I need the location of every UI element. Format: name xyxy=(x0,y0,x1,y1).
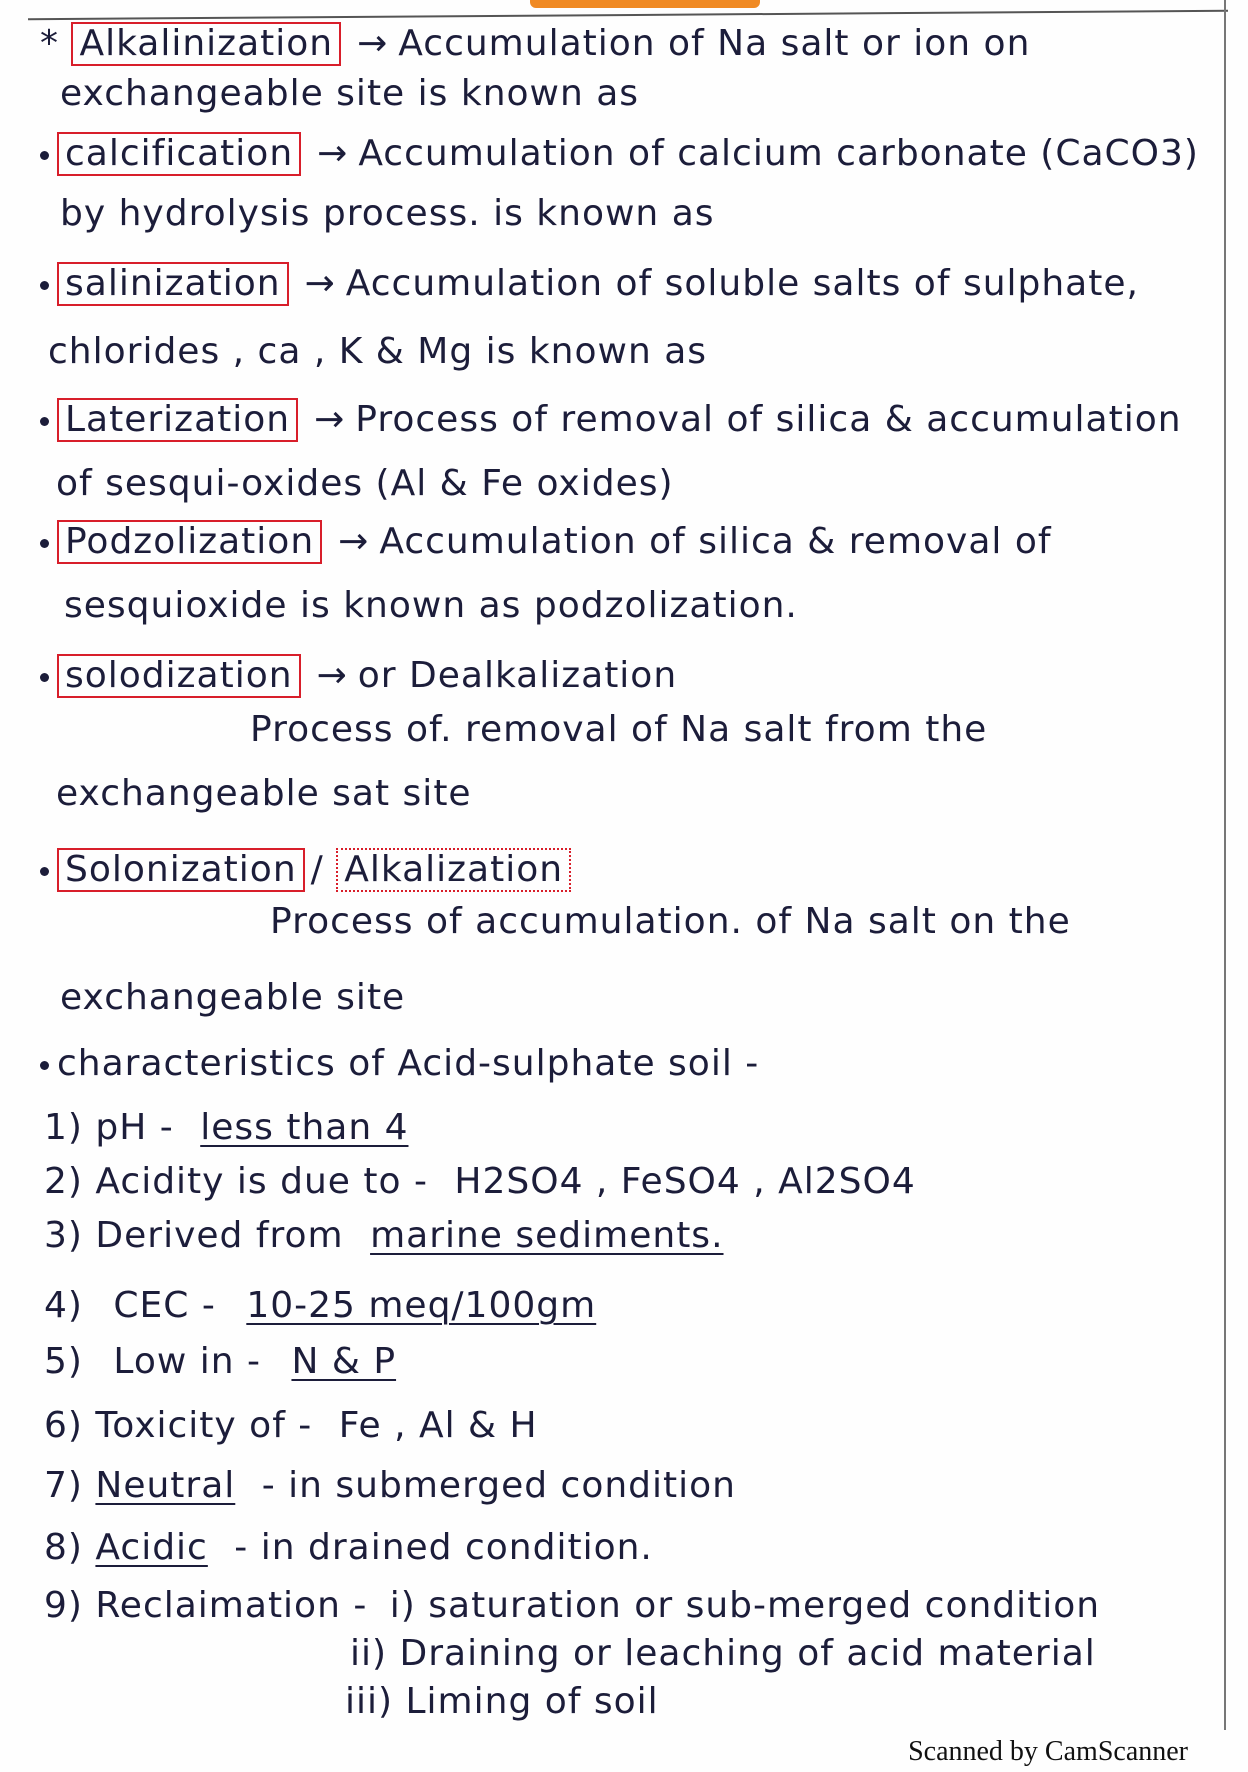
def-alkalinization-line1 xyxy=(40,22,1030,66)
page-top-tab xyxy=(530,0,760,8)
def-text: Accumulation of calcium carbonate (CaCO3) xyxy=(358,133,1199,174)
term-separator: / xyxy=(310,849,324,890)
item-label: pH - xyxy=(95,1107,174,1148)
list-item xyxy=(44,1106,408,1150)
def-text: or Dealkalization xyxy=(357,655,678,696)
arrow-icon: → xyxy=(304,263,336,304)
term-alkalinization: Alkalinization xyxy=(71,22,341,66)
item-label: Acidity is due to - xyxy=(95,1161,428,1202)
item-num: 5) xyxy=(44,1341,83,1382)
acid-sulphate-heading xyxy=(40,1042,759,1086)
item-num: 8) xyxy=(44,1527,83,1568)
list-item xyxy=(44,1340,396,1384)
bullet-icon xyxy=(40,151,49,160)
term-solonization: Solonization xyxy=(57,848,305,892)
def-solodization-line2: Process of. removal of Na salt from the xyxy=(250,709,988,750)
def-calcification-line1 xyxy=(40,132,1199,176)
item-label: Neutral xyxy=(95,1465,236,1506)
list-item xyxy=(44,1404,538,1448)
term-salinization: salinization xyxy=(57,262,289,306)
def-solonization-line2: Process of accumulation. of Na salt on the xyxy=(270,901,1071,942)
arrow-icon: → xyxy=(316,655,348,696)
page-edge xyxy=(1224,0,1226,1730)
def-alkalinization-line2: exchangeable site is known as xyxy=(60,73,640,114)
arrow-icon: → xyxy=(338,521,370,562)
top-rule xyxy=(28,10,1228,20)
def-podzolization-line2: sesquioxide is known as podzolization. xyxy=(64,585,798,626)
def-text: Accumulation of soluble salts of sulphate, xyxy=(345,263,1139,304)
list-item xyxy=(44,1526,653,1570)
item-value: i) saturation or sub-merged condition xyxy=(389,1585,1101,1626)
def-laterization-line1 xyxy=(40,398,1182,442)
term-alkalization: Alkalization xyxy=(336,848,571,892)
bullet-icon xyxy=(40,281,49,290)
item-value: N & P xyxy=(291,1341,397,1382)
list-item xyxy=(44,1464,736,1508)
item-num: 2) xyxy=(44,1161,83,1202)
item-label: CEC - xyxy=(113,1285,216,1326)
def-laterization-line2: of sesqui-oxides (Al & Fe oxides) xyxy=(56,463,674,504)
item-value: Fe , Al & H xyxy=(338,1405,538,1446)
item-num: 7) xyxy=(44,1465,83,1506)
def-podzolization-line1 xyxy=(40,520,1052,564)
bullet-icon xyxy=(40,417,49,426)
bullet-icon xyxy=(40,673,49,682)
term-calcification: calcification xyxy=(57,132,301,176)
list-item xyxy=(44,1584,1100,1628)
heading-text: characteristics of Acid-sulphate soil - xyxy=(57,1043,760,1084)
item-num: 1) xyxy=(44,1107,83,1148)
bullet-icon xyxy=(40,867,49,876)
item-value: - in submerged condition xyxy=(261,1465,736,1506)
arrow-icon: → xyxy=(357,23,389,64)
reclamation-sub-item: iii) Liming of soil xyxy=(345,1681,659,1722)
item-num: 9) xyxy=(44,1585,83,1626)
def-calcification-line2: by hydrolysis process. is known as xyxy=(60,193,715,234)
def-solodization-line3: exchangeable sat site xyxy=(56,773,472,814)
list-item xyxy=(44,1214,724,1258)
arrow-icon: → xyxy=(314,399,346,440)
star-marker: * xyxy=(40,23,59,64)
item-num: 6) xyxy=(44,1405,83,1446)
item-value: H2SO4 , FeSO4 , Al2SO4 xyxy=(454,1161,916,1202)
item-label: Acidic xyxy=(95,1527,208,1568)
term-podzolization: Podzolization xyxy=(57,520,322,564)
bullet-icon xyxy=(40,1061,49,1070)
list-item xyxy=(44,1160,916,1204)
item-num: 3) xyxy=(44,1215,83,1256)
item-label: Toxicity of - xyxy=(95,1405,313,1446)
def-text: Accumulation of silica & removal of xyxy=(379,521,1052,562)
def-salinization-line2: chlorides , ca , K & Mg is known as xyxy=(48,331,708,372)
arrow-icon: → xyxy=(317,133,349,174)
bullet-icon xyxy=(40,539,49,548)
item-label: Reclaimation - xyxy=(95,1585,368,1626)
item-label: Derived from xyxy=(95,1215,344,1256)
def-solonization-line1 xyxy=(40,848,577,892)
item-value: less than 4 xyxy=(200,1107,409,1148)
term-solodization: solodization xyxy=(57,654,301,698)
item-value: marine sediments. xyxy=(370,1215,724,1256)
def-text: Process of removal of silica & accumulation xyxy=(355,399,1182,440)
item-num: 4) xyxy=(44,1285,83,1326)
scanner-watermark: Scanned by CamScanner xyxy=(908,1736,1188,1767)
item-value: 10-25 meq/100gm xyxy=(246,1285,597,1326)
reclamation-sub-item: ii) Draining or leaching of acid material xyxy=(350,1633,1096,1674)
def-solonization-line3: exchangeable site xyxy=(60,977,406,1018)
item-value: - in drained condition. xyxy=(234,1527,653,1568)
def-text: Accumulation of Na salt or ion on xyxy=(398,23,1031,64)
def-salinization-line1 xyxy=(40,262,1139,306)
list-item xyxy=(44,1284,596,1328)
item-label: Low in - xyxy=(113,1341,261,1382)
def-solodization-line1 xyxy=(40,654,677,698)
term-laterization: Laterization xyxy=(57,398,298,442)
